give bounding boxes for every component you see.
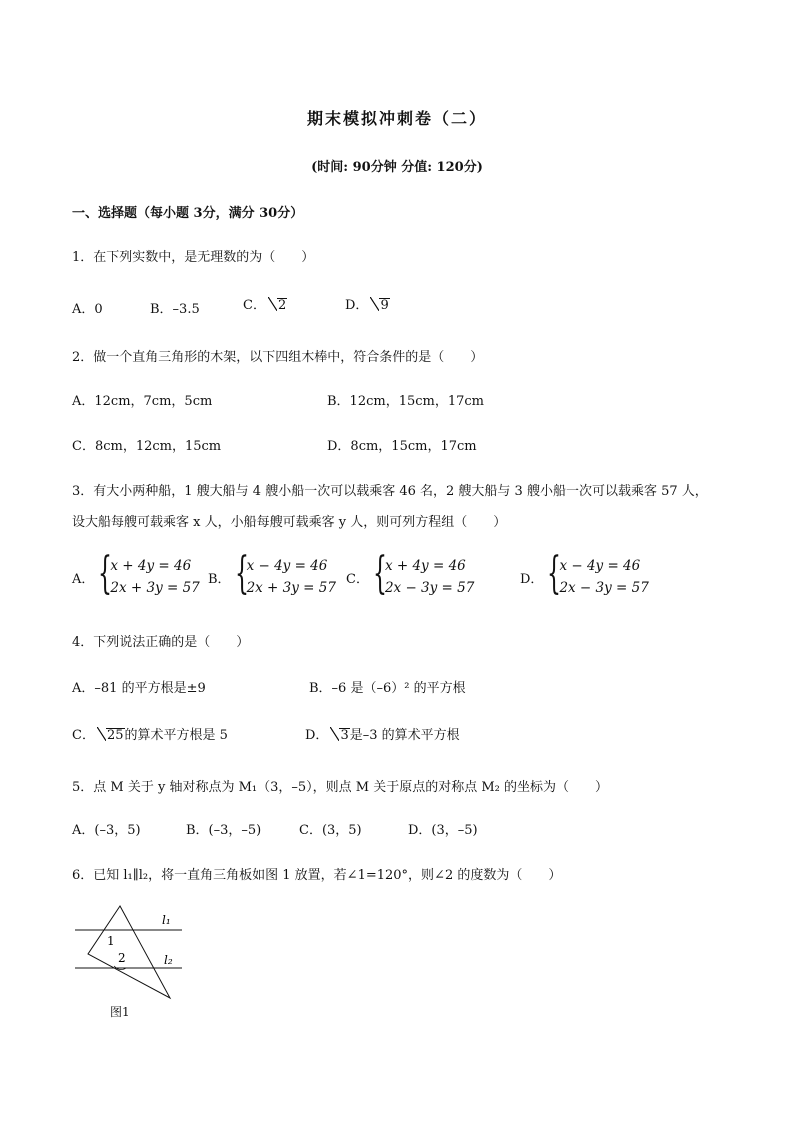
option-label: D． [345,298,369,313]
q5-option-a: A．(–3，5) [72,823,141,838]
q1-option-c [243,294,287,313]
radicand: 9 [380,298,389,313]
option-label: C． [346,571,369,587]
q2-option-c: C．8cm，12cm，15cm [72,439,222,454]
q4-option-c [72,724,228,743]
q3-option-a [72,555,200,599]
q2-option-a: A．12cm，7cm，5cm [72,394,213,409]
q4-option-b: B．–6 是（–6）² 的平方根 [309,681,466,696]
q1-option-a: A．0 [72,302,103,317]
equation: { x + 4y = 46 [110,558,192,574]
equation: { x + 4y = 46 [384,558,466,574]
question-6-stem: 6．已知 l₁∥l₂，将一直角三角板如图 1 放置，若∠1=120°，则∠2 的度数为（ ） [72,868,562,883]
equation: 2x − 3y = 57 [559,580,649,596]
option-text: 是–3 的算术平方根 [349,728,460,743]
label-l2: l₂ [164,953,173,967]
option-text: 的算术平方根是 5 [124,728,228,743]
q3-option-d [520,555,649,599]
sqrt-symbol [370,298,389,313]
q3-option-b [208,555,336,599]
equation: 2x − 3y = 57 [384,580,475,596]
q5-option-d: D．(3，–5) [408,823,478,838]
equation-system [237,555,336,599]
sqrt-symbol [268,298,287,313]
option-label: C． [72,728,95,743]
label-l1: l₁ [162,913,171,927]
option-label: D． [520,571,544,587]
radicand: 3 [340,728,349,743]
sqrt-symbol [330,728,349,743]
q2-option-d: D．8cm，15cm，17cm [327,439,477,454]
q2-option-b: B．12cm，15cm，17cm [327,394,485,409]
q1-option-b: B．–3.5 [150,302,200,317]
question-5-stem: 5．点 M 关于 y 轴对称点为 M₁（3，–5），则点 M 关于原点的对称点 M₂ 的坐标为（ ） [72,780,609,795]
question-2-stem: 2．做一个直角三角形的木架，以下四组木棒中，符合条件的是（ ） [72,350,484,365]
q5-option-c: C．(3，5) [299,823,362,838]
q4-option-a: A．–81 的平方根是±9 [72,681,206,696]
angle-1-label: 1 [107,934,115,948]
option-label: A． [72,571,95,587]
option-label: C． [243,298,266,313]
q4-option-d [305,724,460,743]
question-3-stem-line2: 设大船每艘可载乘客 x 人，小船每艘可载乘客 y 人，则可列方程组（ ） [72,515,507,530]
equation: 2x + 3y = 57 [110,580,200,596]
radicand: 2 [277,298,287,313]
figure-parallel-lines-triangle [70,898,190,1003]
angle-2-label: 2 [118,951,126,965]
question-3-stem-line1: 3．有大小两种船，1 艘大船与 4 艘小船一次可以载乘客 46 名，2 艘大船与 3 艘小船一次可以载乘客 57 人， [72,484,708,499]
equation-system [375,555,474,599]
sqrt-symbol [97,728,125,743]
page-title: 期末模拟冲刺卷（二） [306,109,487,128]
right-triangle [88,906,170,998]
option-label: B． [208,571,231,587]
option-label: D． [305,728,329,743]
equation: { x − 4y = 46 [559,558,641,574]
q3-option-c [346,555,474,599]
q5-option-b: B．(–3，–5) [186,823,262,838]
radicand: 25 [106,728,124,743]
equation-system [100,555,199,599]
question-1-stem: 1．在下列实数中，是无理数的为（ ） [72,250,315,265]
equation-system [549,555,648,599]
exam-info: (时间: 90分钟 分值: 120分) [311,160,483,175]
q1-option-d [345,294,390,313]
question-4-stem: 4．下列说法正确的是（ ） [72,635,250,650]
equation: 2x + 3y = 57 [246,580,336,596]
figure-caption: 图1 [110,1005,130,1019]
equation: { x − 4y = 46 [246,558,328,574]
section-heading: 一、选择题（每小题 3分，满分 30分） [72,206,304,221]
